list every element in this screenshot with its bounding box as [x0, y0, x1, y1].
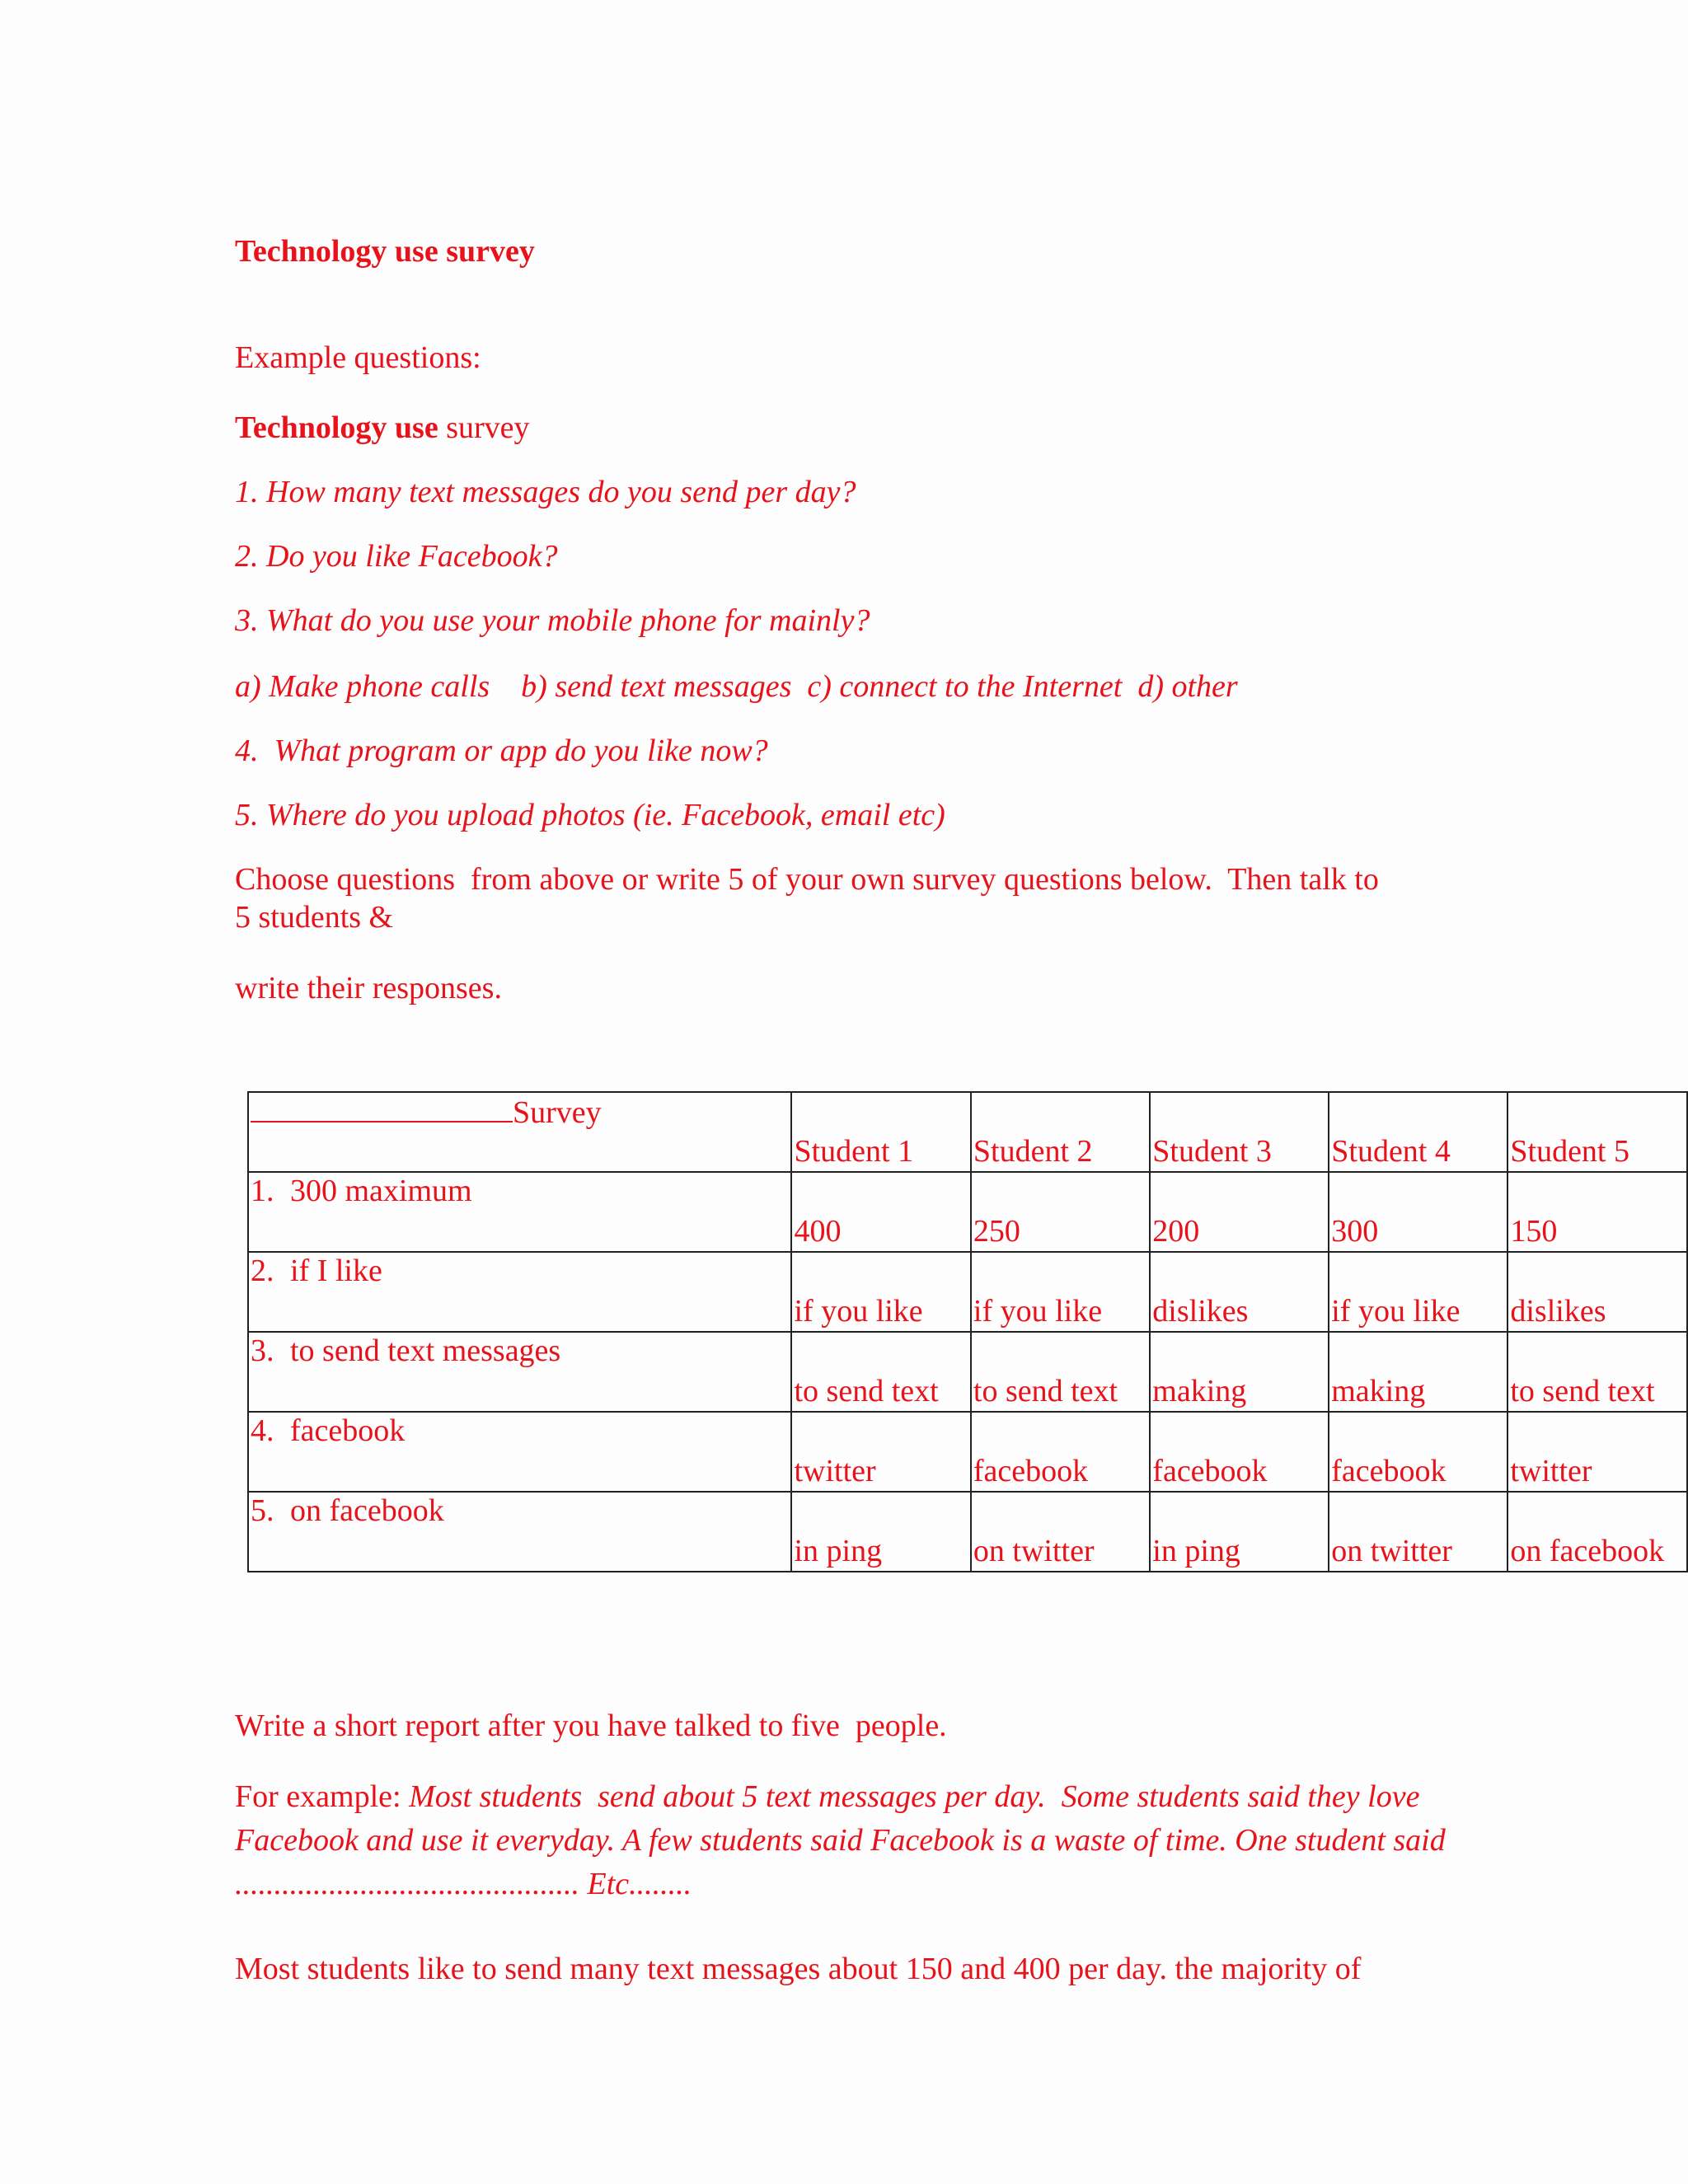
report-example-label: For example:	[235, 1779, 410, 1814]
survey-header-row	[248, 1092, 1687, 1172]
response-cell: twitter	[1507, 1412, 1687, 1492]
example-questions-heading: Example questions:	[235, 340, 481, 375]
response-cell: 300	[1329, 1172, 1507, 1252]
subtitle-bold: Technology use	[235, 410, 438, 445]
student-header-5: Student 5	[1507, 1092, 1687, 1172]
response-cell: in ping	[791, 1492, 970, 1572]
table-row	[248, 1172, 1687, 1252]
response-cell: to send text	[791, 1332, 970, 1412]
question-text: if I like	[290, 1254, 382, 1288]
response-cell: if you like	[1329, 1252, 1507, 1332]
survey-subtitle	[235, 409, 530, 447]
response-cell: 250	[971, 1172, 1150, 1252]
response-cell: 200	[1150, 1172, 1329, 1252]
response-cell: on twitter	[971, 1492, 1150, 1572]
response-cell: in ping	[1150, 1492, 1329, 1572]
example-question-5: 5. Where do you upload photos (ie. Facebook, email etc)	[235, 798, 945, 832]
response-cell: to send text	[1507, 1332, 1687, 1412]
question-text: facebook	[290, 1413, 406, 1448]
table-row	[248, 1412, 1687, 1492]
example-question-3: 3. What do you use your mobile phone for mainly?	[235, 603, 870, 638]
student-header-3: Student 3	[1150, 1092, 1329, 1172]
response-cell: to send text	[971, 1332, 1150, 1412]
table-row	[248, 1252, 1687, 1332]
student-report-answer: Most students like to send many text messages about 150 and 400 per day. the majority of	[235, 1952, 1362, 1986]
example-question-3-options: a) Make phone calls b) send text messages c) connect to the Internet d) other	[235, 669, 1238, 704]
response-cell: 400	[791, 1172, 970, 1252]
student-header-4: Student 4	[1329, 1092, 1507, 1172]
response-cell: on facebook	[1507, 1492, 1687, 1572]
response-cell: making	[1150, 1332, 1329, 1412]
survey-table	[247, 1091, 1688, 1572]
table-row	[248, 1492, 1687, 1572]
question-cell	[248, 1332, 791, 1412]
question-text: on facebook	[290, 1493, 444, 1528]
document-title: Technology use survey	[235, 234, 535, 269]
example-question-2: 2. Do you like Facebook?	[235, 539, 558, 574]
question-cell	[248, 1492, 791, 1572]
question-cell	[248, 1172, 791, 1252]
subtitle-rest: survey	[438, 410, 530, 445]
example-question-4: 4. What program or app do you like now?	[235, 733, 768, 768]
response-cell: facebook	[971, 1412, 1150, 1492]
question-number: 4.	[251, 1413, 274, 1448]
question-number: 2.	[251, 1254, 274, 1288]
instruction-line-2: write their responses.	[235, 971, 502, 1005]
student-header-2: Student 2	[971, 1092, 1150, 1172]
question-number: 1.	[251, 1174, 274, 1208]
question-number: 5.	[251, 1493, 274, 1528]
response-cell: if you like	[971, 1252, 1150, 1332]
response-cell: dislikes	[1150, 1252, 1329, 1332]
question-text: 300 maximum	[290, 1174, 472, 1208]
survey-header-label: Survey	[513, 1095, 602, 1130]
report-example-paragraph	[235, 1775, 1455, 1906]
blank-name-line	[251, 1093, 513, 1122]
response-cell: facebook	[1150, 1412, 1329, 1492]
response-cell: facebook	[1329, 1412, 1507, 1492]
response-cell: 150	[1507, 1172, 1687, 1252]
response-cell: dislikes	[1507, 1252, 1687, 1332]
example-question-1: 1. How many text messages do you send per day?	[235, 475, 856, 509]
question-cell	[248, 1412, 791, 1492]
report-prompt: Write a short report after you have talked to five people.	[235, 1708, 947, 1743]
survey-header-label-cell	[248, 1092, 791, 1172]
report-example-text: Most students send about 5 text messages per day. Some students said they love Facebook and use it everyday. A few students said Facebook is a waste of time. One student said ............................................ Etc........	[235, 1779, 1454, 1901]
instruction-line-1b: 5 students &	[235, 900, 394, 935]
response-cell: twitter	[791, 1412, 970, 1492]
question-number: 3.	[251, 1333, 274, 1368]
table-row	[248, 1332, 1687, 1412]
student-header-1: Student 1	[791, 1092, 970, 1172]
instruction-line-1: Choose questions from above or write 5 of your own survey questions below. Then talk to	[235, 862, 1379, 897]
question-cell	[248, 1252, 791, 1332]
response-cell: if you like	[791, 1252, 970, 1332]
response-cell: on twitter	[1329, 1492, 1507, 1572]
response-cell: making	[1329, 1332, 1507, 1412]
question-text: to send text messages	[290, 1333, 561, 1368]
